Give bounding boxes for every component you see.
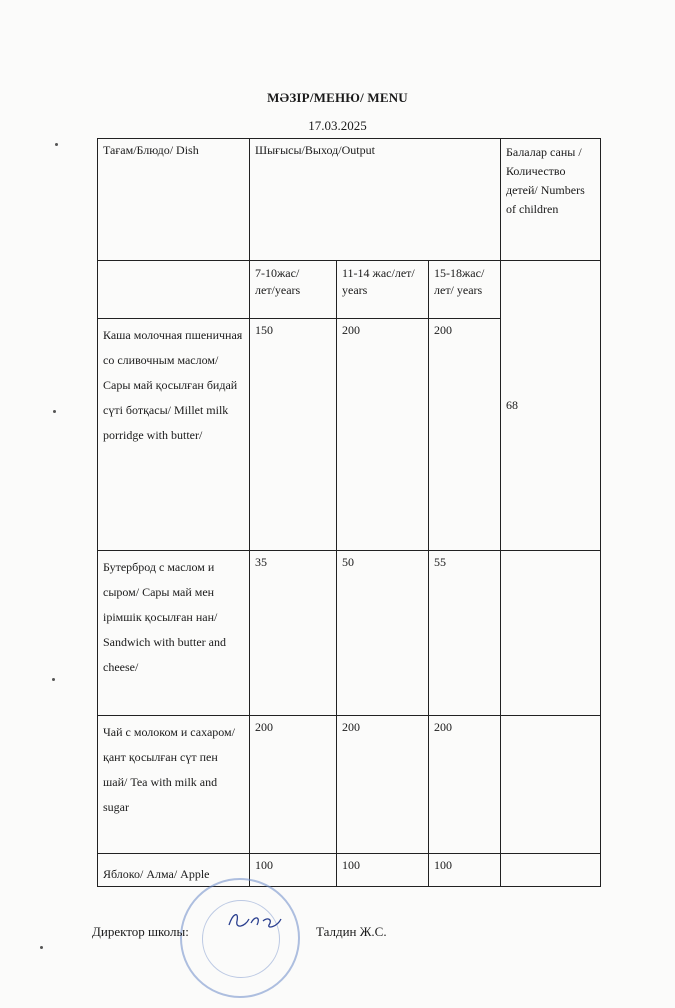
- output-15-18: 200: [429, 716, 501, 854]
- director-label: Директор школы:: [92, 924, 189, 939]
- dish-name: Бутерброд с маслом и сыром/ Сары май мен ірімшік қосылған нан/ Sandwich with butter and cheese/: [98, 551, 250, 716]
- output-15-18: 55: [429, 551, 501, 716]
- menu-table: [97, 138, 601, 887]
- empty-cell: [501, 716, 601, 854]
- document-date: 17.03.2025: [308, 118, 367, 133]
- output-15-18: 100: [429, 854, 501, 887]
- dish-column-header: Тағам/Блюдо/ Dish: [98, 139, 250, 261]
- table-header-row: [98, 139, 601, 261]
- output-15-18: 200: [429, 319, 501, 551]
- scan-speck: [55, 143, 58, 146]
- children-column-header: Балалар саны /Количество детей/ Numbers of children: [501, 139, 601, 261]
- dish-name: Каша молочная пшеничная со сливочным маслом/ Сары май қосылған бидай сүті ботқасы/ Millet milk porridge with butter/: [98, 319, 250, 551]
- output-11-14: 200: [337, 319, 429, 551]
- table-row: [98, 716, 601, 854]
- age-group-row: [98, 261, 601, 319]
- output-11-14: 50: [337, 551, 429, 716]
- output-11-14: 100: [337, 854, 429, 887]
- output-11-14: 200: [337, 716, 429, 854]
- age-group-7-10: 7-10жас/лет/years: [250, 261, 337, 319]
- director-signature: [225, 905, 285, 935]
- age-group-15-18: 15-18жас/лет/ years: [429, 261, 501, 319]
- dish-name: Яблоко/ Алма/ Apple: [98, 854, 250, 887]
- official-stamp: [180, 878, 300, 998]
- dish-name: Чай с молоком и сахаром/қант қосылған сүт пен шай/ Tea with milk and sugar: [98, 716, 250, 854]
- empty-cell: [98, 261, 250, 319]
- output-7-10: 100: [250, 854, 337, 887]
- document-title: МӘЗІР/МЕНЮ/ MENU: [267, 90, 408, 105]
- scan-speck: [52, 678, 55, 681]
- scan-speck: [40, 946, 43, 949]
- age-group-11-14: 11-14 жас/лет/ years: [337, 261, 429, 319]
- table-row: [98, 551, 601, 716]
- scan-speck: [53, 410, 56, 413]
- output-7-10: 200: [250, 716, 337, 854]
- director-name: Талдин Ж.С.: [316, 924, 387, 939]
- empty-cell: [501, 854, 601, 887]
- children-count: 68: [501, 261, 601, 551]
- output-7-10: 35: [250, 551, 337, 716]
- output-7-10: 150: [250, 319, 337, 551]
- output-column-header: Шығысы/Выход/Output: [250, 139, 501, 261]
- table-row: [98, 854, 601, 887]
- empty-cell: [501, 551, 601, 716]
